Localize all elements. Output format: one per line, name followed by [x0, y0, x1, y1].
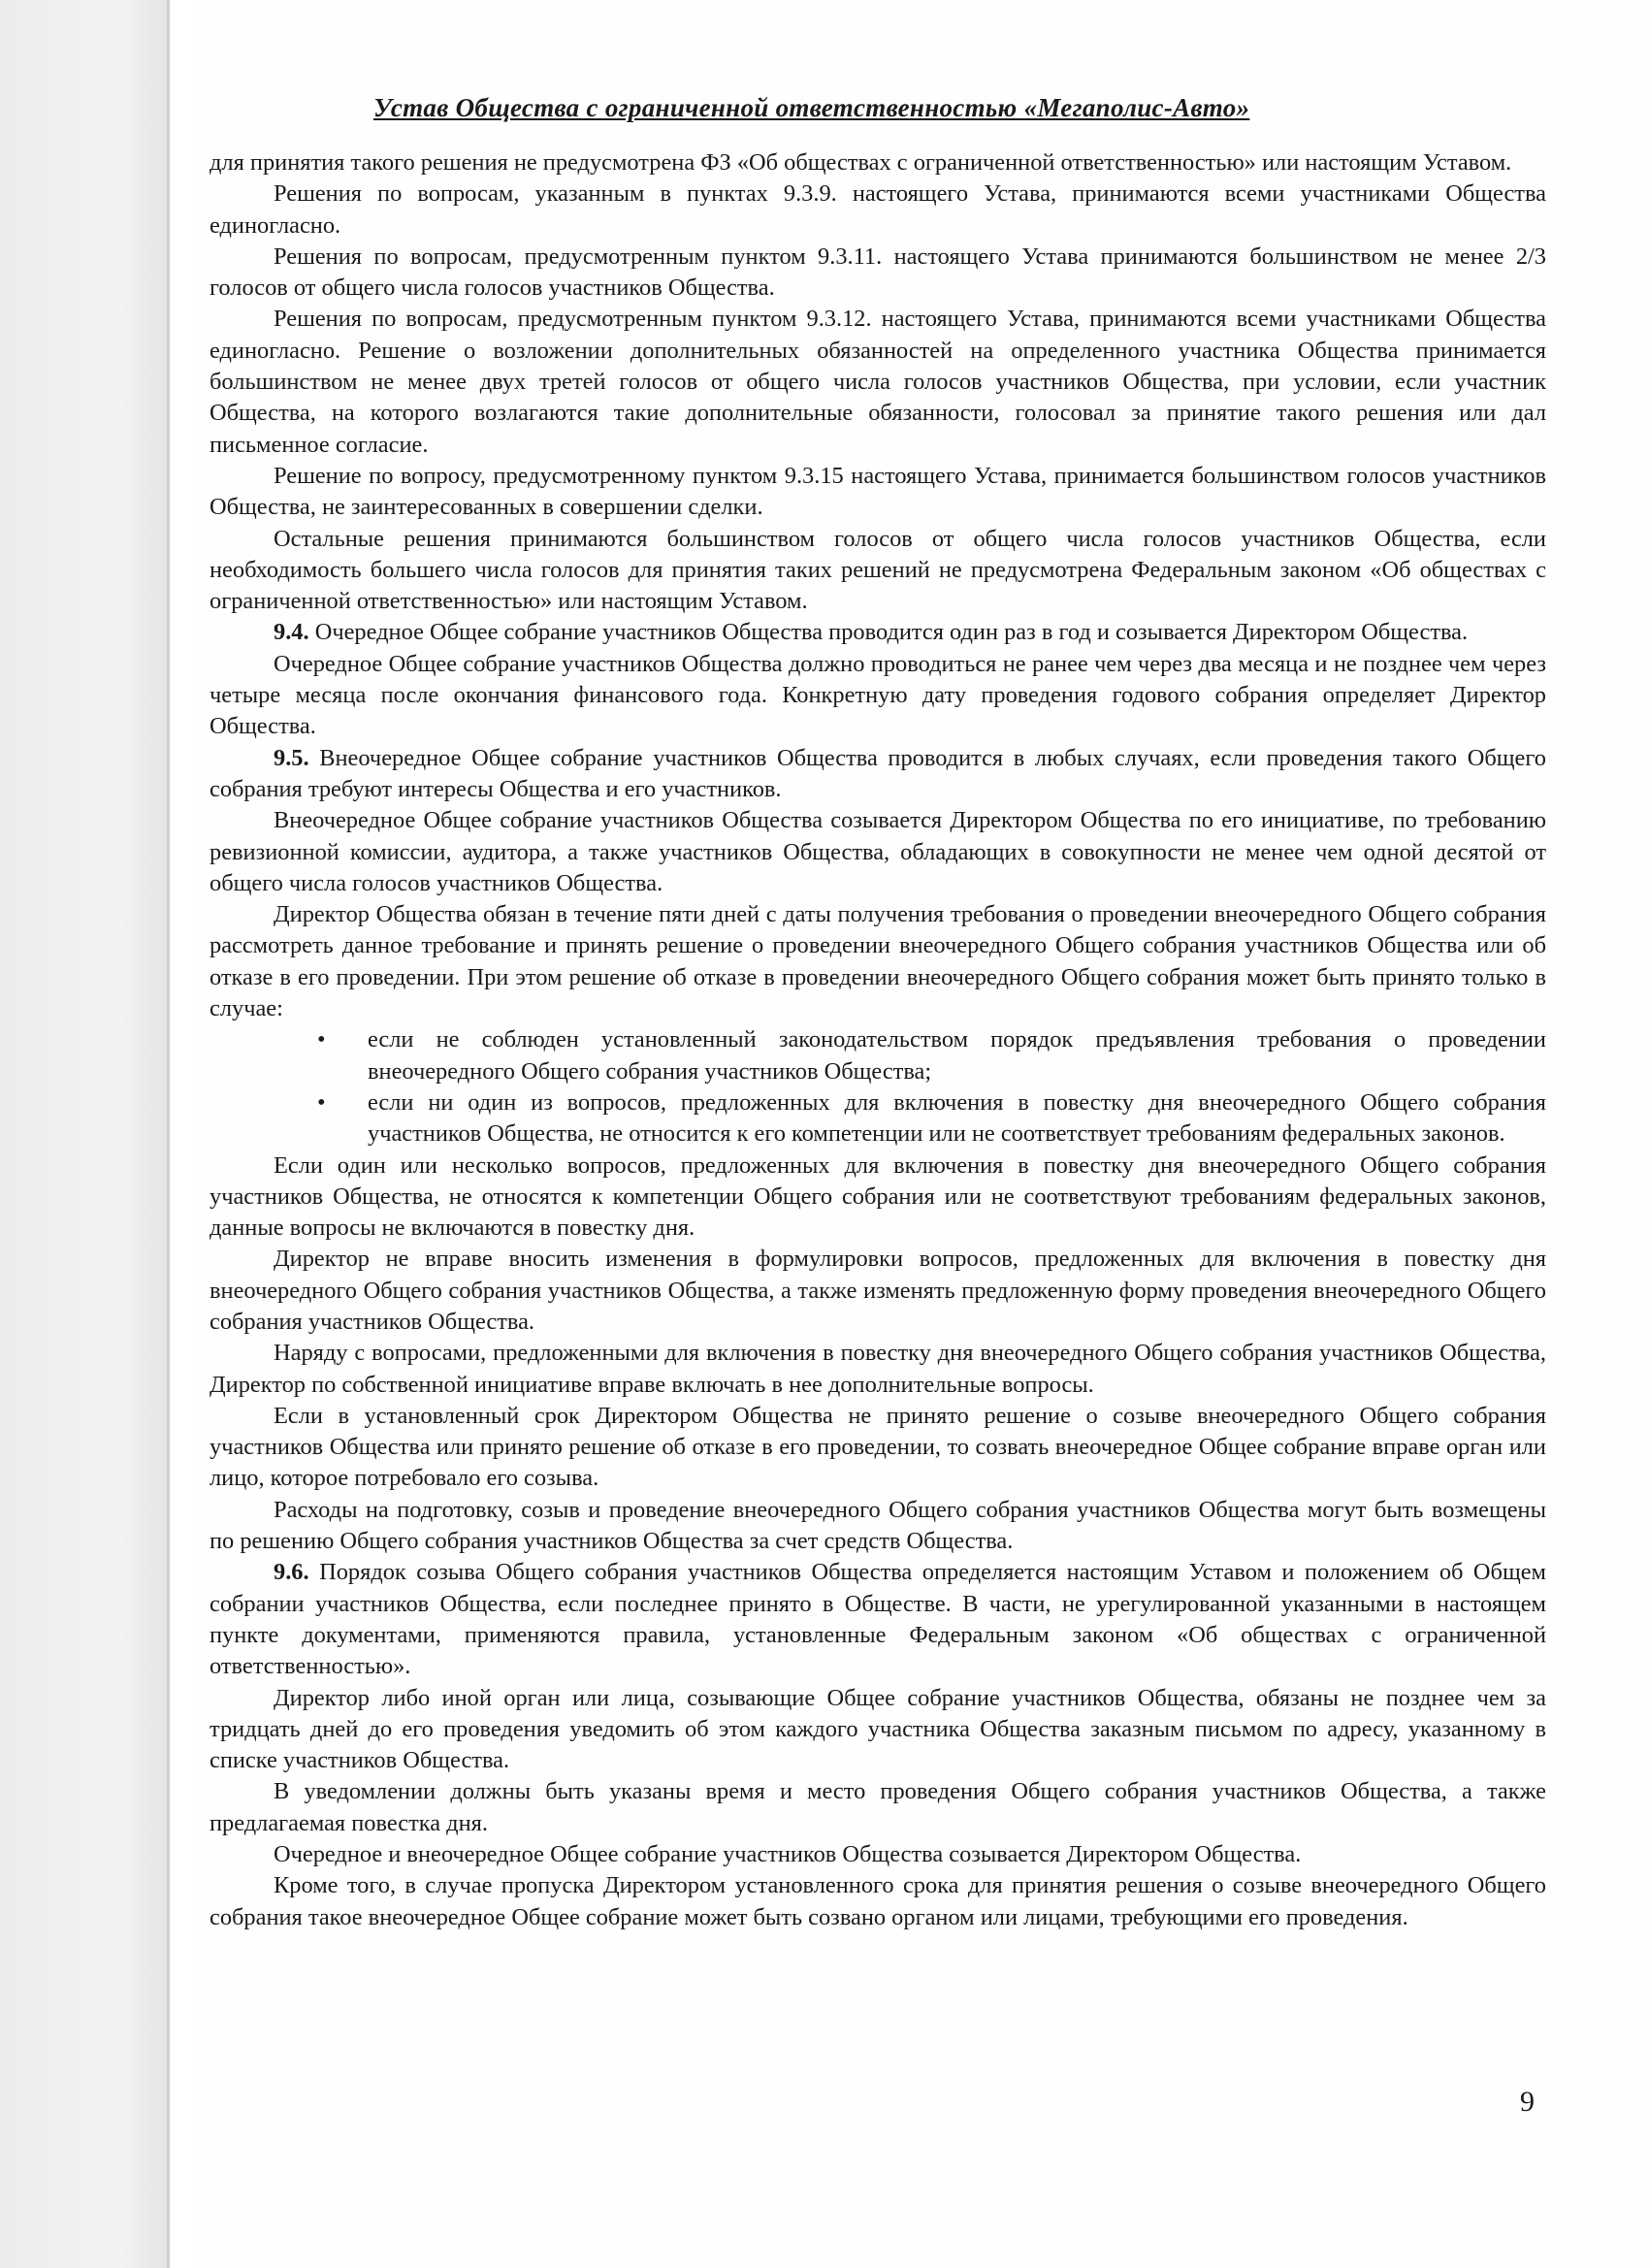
list-item-text: если ни один из вопросов, предложенных для включения в повестку дня внеочередного Общего собрания участников Общества, не относится к его компетенции или не соответствует требованиям федеральных законов.	[368, 1088, 1546, 1148]
paragraph: Очередное Общее собрание участников Общества должно проводиться не ранее чем через два месяца и не позднее чем через четыре месяца после окончания финансового года. Конкретную дату проведения годового собрания определяет Директор Общества.	[210, 650, 1546, 740]
paragraph: Внеочередное Общее собрание участников Общества созывается Директором Общества по его инициативе, по требованию ревизионной комиссии, аудитора, а также участников Общества, обладающих в совокупности не менее чем одной десятой от общего числа голосов участников Общества.	[210, 807, 1546, 896]
paragraph: Наряду с вопросами, предложенными для включения в повестку дня внеочередного Общего собрания участников Общества, Директор по собственной инициативе вправе включать в нее дополнительные вопросы.	[210, 1340, 1546, 1398]
page-number: 9	[1520, 2086, 1535, 2118]
paragraph: Если один или несколько вопросов, предложенных для включения в повестку дня внеочередного Общего собрания участников Общества, не относятся к компетенции Общего собрания или не соответствуют требованиям федеральных законов, данные вопросы не включаются в повестку дня.	[210, 1151, 1546, 1242]
clause-9-5	[210, 743, 1546, 806]
paragraph: Очередное и внеочередное Общее собрание участников Общества созывается Директором Общества.	[274, 1841, 1302, 1868]
clause-number: 9.6.	[274, 1559, 309, 1586]
clause-number: 9.4.	[274, 619, 309, 646]
paragraph: Решение по вопросу, предусмотренному пунктом 9.3.15 настоящего Устава, принимается большинством голосов участников Общества, не заинтересованных в совершении сделки.	[210, 462, 1546, 521]
clause-text: Очередное Общее собрание участников Общества проводится один раз в год и созывается Директором Общества.	[314, 619, 1469, 646]
paragraph: Остальные решения принимаются большинством голосов от общего числа голосов участников Общества, если необходимость большего числа голосов для принятия таких решений не предусмотрена Федеральным законом «Об обществах с ограниченной ответственностью» или настоящим Уставом.	[210, 525, 1546, 615]
paragraph: В уведомлении должны быть указаны время и место проведения Общего собрания участников Общества, а также предлагаемая повестка дня.	[210, 1778, 1546, 1836]
paragraph: Решения по вопросам, предусмотренным пунктом 9.3.11. настоящего Устава принимаются большинством не менее 2/3 голосов от общего числа голосов участников Общества.	[210, 243, 1546, 302]
list-item-text: если не соблюден установленный законодательством порядок предъявления требования о проведении внеочередного Общего собрания участников Общества;	[368, 1026, 1546, 1085]
bullet-list	[210, 1024, 1546, 1150]
clause-text: Порядок созыва Общего собрания участников Общества определяется настоящим Уставом и положением об Общем собрании участников Общества, если последнее принято в Обществе. В части, не урегулированной указанными в настоящем пункте документами, применяются правила, установленные Федеральным законом «Об обществах с ограниченной ответственностью».	[210, 1559, 1546, 1680]
clause-number: 9.5.	[274, 744, 309, 771]
document-body	[210, 147, 1546, 1933]
bullet-icon: •	[317, 1026, 326, 1053]
adjacent-page-edge	[0, 0, 170, 2268]
paragraph: Решения по вопросам, предусмотренным пунктом 9.3.12. настоящего Устава, принимаются всеми участниками Общества единогласно. Решение о возложении дополнительных обязанностей на определенного участника Общества принимается большинством не менее двух третей голосов от общего числа голосов участников Общества, при условии, если участник Общества, на которого возлагаются такие дополнительные обязанности, голосовал за принятие такого решения или дал письменное согласие.	[210, 306, 1546, 458]
paragraph: для принятия такого решения не предусмотрена ФЗ «Об обществах с ограниченной ответственностью» или настоящим Уставом.	[210, 149, 1512, 176]
clause-text: Внеочередное Общее собрание участников Общества проводится в любых случаях, если проведения такого Общего собрания требуют интересы Общества и его участников.	[210, 744, 1546, 802]
bullet-icon: •	[317, 1088, 326, 1116]
list-item	[210, 1024, 1546, 1087]
paragraph: Директор Общества обязан в течение пяти дней с даты получения требования о проведении внеочередного Общего собрания рассмотреть данное требование и принять решение о проведении внеочередного Общего собрания участников Общества или об отказе в его проведении. При этом решение об отказе в проведении внеочередного Общего собрания может быть принято только в случае:	[210, 901, 1546, 1022]
paragraph: Решения по вопросам, указанным в пунктах 9.3.9. настоящего Устава, принимаются всеми участниками Общества единогласно.	[210, 180, 1546, 239]
paragraph: Расходы на подготовку, созыв и проведение внеочередного Общего собрания участников Общества могут быть возмещены по решению Общего собрания участников Общества за счет средств Общества.	[210, 1496, 1546, 1555]
paragraph: Кроме того, в случае пропуска Директором установленного срока для принятия решения о созыве внеочередного Общего собрания такое внеочередное Общее собрание может быть созвано органом или лицами, требующими его проведения.	[210, 1872, 1546, 1930]
clause-9-4	[210, 617, 1546, 648]
list-item	[210, 1087, 1546, 1150]
document-header: Устав Общества с ограниченной ответственностью «Мегаполис-Авто»	[373, 93, 1250, 122]
paragraph: Если в установленный срок Директором Общества не принято решение о созыве внеочередного Общего собрания участников Общества или принято решение об отказе в его проведении, то созвать внеочередное Общее собрание вправе орган или лицо, которое потребовало его созыва.	[210, 1402, 1546, 1492]
paragraph: Директор либо иной орган или лица, созывающие Общее собрание участников Общества, обязаны не позднее чем за тридцать дней до его проведения уведомить об этом каждого участника Общества заказным письмом по адресу, указанному в списке участников Общества.	[210, 1684, 1546, 1774]
clause-9-6	[210, 1557, 1546, 1682]
paragraph: Директор не вправе вносить изменения в формулировки вопросов, предложенных для включения в повестку дня внеочередного Общего собрания участников Общества, а также изменять предложенную форму проведения внеочередного Общего собрания участников Общества.	[210, 1246, 1546, 1335]
